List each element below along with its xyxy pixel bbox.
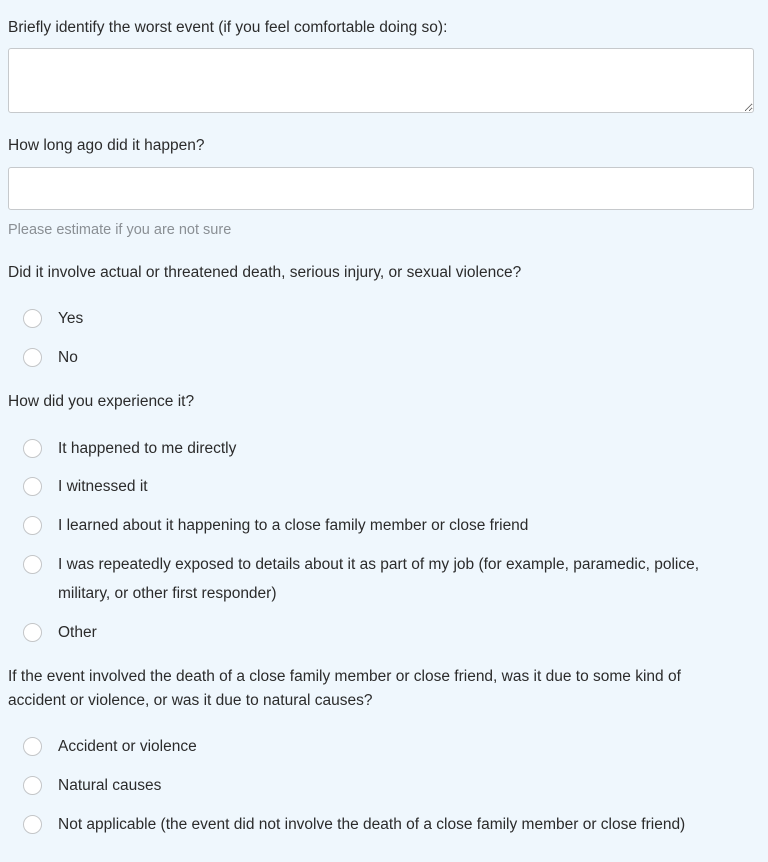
radio-button[interactable] [23,623,42,642]
radio-button[interactable] [23,439,42,458]
radio-option-witnessed[interactable] [23,475,148,501]
option-label: Natural causes [58,777,162,794]
worst-event-label: Briefly identify the worst event (if you feel comfortable doing so): [8,19,448,36]
threatened-death-question: Did it involve actual or threatened death, serious injury, or sexual violence? [8,264,522,281]
radio-option-no[interactable] [23,346,78,372]
cause-of-death-question: If the event involved the death of a close family member or close friend, was it due to some kind of accident or violence, or was it due to natural causes? [8,668,681,709]
radio-button[interactable] [23,555,42,574]
radio-option-learned[interactable] [23,514,528,540]
how-long-ago-input[interactable] [8,167,754,210]
radio-option-yes[interactable] [23,307,83,333]
radio-button[interactable] [23,309,42,328]
radio-button[interactable] [23,737,42,756]
how-long-ago-label: How long ago did it happen? [8,137,205,154]
option-label: Not applicable (the event did not involve the death of a close family member or close friend) [58,816,686,833]
radio-button[interactable] [23,776,42,795]
radio-option-directly[interactable] [23,437,236,463]
radio-button[interactable] [23,815,42,834]
option-label: Yes [58,310,84,327]
how-long-ago-hint: Please estimate if you are not sure [8,222,232,238]
radio-button[interactable] [23,477,42,496]
radio-option-job-exposure[interactable] [23,553,738,608]
option-label: No [58,349,78,366]
option-label: It happened to me directly [58,440,237,457]
option-label: I learned about it happening to a close family member or close friend [58,517,529,534]
option-label: I was repeatedly exposed to details about it as part of my job (for example, paramedic, police, military, or other first responder) [58,556,700,602]
option-label: Other [58,624,97,641]
radio-option-other[interactable] [23,621,97,647]
radio-button[interactable] [23,516,42,535]
experience-question: How did you experience it? [8,393,195,410]
radio-button[interactable] [23,348,42,367]
option-label: I witnessed it [58,478,148,495]
worst-event-input[interactable] [8,48,754,113]
radio-option-accident[interactable] [23,735,197,761]
radio-option-natural[interactable] [23,774,161,800]
radio-option-not-applicable[interactable] [23,813,685,839]
option-label: Accident or violence [58,738,197,755]
